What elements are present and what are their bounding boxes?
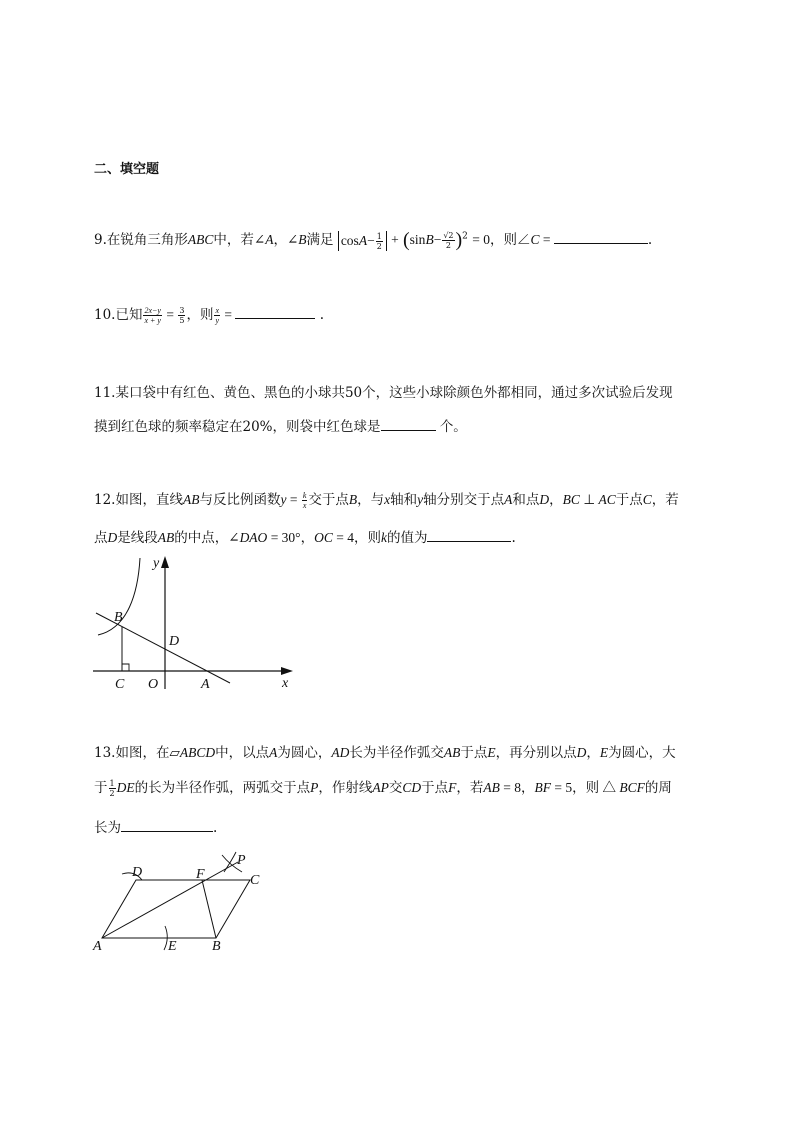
label-y: y bbox=[153, 556, 160, 571]
question-12-line-2: 点D是线段AB的中点，∠DAO = 30°，OC = 4，则k的值为 . bbox=[94, 530, 516, 546]
q9-var: ABC bbox=[187, 232, 214, 247]
q10-text: ，则 bbox=[186, 307, 214, 323]
q9-text: 9.在锐角三角形 bbox=[94, 232, 188, 248]
question-11-line-2 bbox=[94, 415, 467, 435]
q11-text: 个。 bbox=[439, 419, 467, 435]
q10-op: = bbox=[221, 307, 236, 322]
q13-answer-blank[interactable] bbox=[121, 831, 213, 832]
q11-text: 摸到红色球的频率稳定在20%，则袋中红色球是 bbox=[94, 419, 381, 435]
q9-op: = bbox=[539, 232, 554, 247]
q10-fraction: $\frac{x}{y}$ bbox=[215, 306, 220, 325]
q9-text: = 0，则∠ bbox=[472, 232, 531, 247]
q12-figure bbox=[88, 553, 303, 693]
question-13-line-2: 于 $\frac{1}{2}$ DE的长为半径作弧，两弧交于点P，作射线AP交CD于点F，若AB = 8，BF = 5，则 △ BCF的周 bbox=[94, 779, 672, 798]
label-c: C bbox=[115, 677, 125, 692]
label-c: C bbox=[250, 873, 260, 888]
label-p: P bbox=[237, 853, 246, 868]
label-a: A bbox=[201, 677, 210, 692]
q9-fn: cos bbox=[340, 232, 359, 248]
q10-answer-blank[interactable] bbox=[235, 318, 315, 319]
q12-fraction: $\frac{k}{x}$ bbox=[302, 491, 307, 510]
q10-fraction: $\frac{2x-y}{x + y}$ bbox=[144, 306, 161, 325]
q9-text: ，∠ bbox=[273, 232, 299, 248]
arc-p-2 bbox=[224, 852, 236, 872]
question-11-line-1: 11.某口袋中有红色、黄色、黑色的小球共50个，这些小球除颜色外都相同，通过多次试验后发现 bbox=[94, 385, 673, 401]
label-a: A bbox=[93, 939, 102, 954]
right-angle-mark bbox=[122, 664, 129, 671]
q9-text: 满足 bbox=[306, 232, 334, 248]
y-axis-arrow bbox=[161, 556, 169, 568]
q9-absolute-value bbox=[338, 231, 387, 251]
label-x: x bbox=[282, 676, 289, 691]
q9-var: C bbox=[530, 232, 540, 247]
q9-op: + bbox=[391, 232, 399, 247]
parallelogram-abcd bbox=[102, 880, 250, 938]
q9-exponent: 2 bbox=[462, 231, 468, 242]
q9-answer-blank[interactable] bbox=[554, 243, 648, 244]
q9-text: 中，若∠ bbox=[213, 232, 266, 248]
q10-fraction: $\frac{3}{5}$ bbox=[179, 306, 185, 325]
label-f: F bbox=[196, 867, 205, 882]
x-axis-arrow bbox=[281, 667, 293, 675]
label-e: E bbox=[168, 939, 177, 954]
q9-op: − bbox=[367, 232, 375, 248]
q10-text: . bbox=[319, 307, 324, 323]
q10-op: = bbox=[162, 307, 178, 322]
q9-fraction: $\frac{1}{2}$ bbox=[376, 231, 382, 251]
question-12-line-1: 12.如图，直线AB与反比例函数y = $\frac{k}{x}$ 交于点B，与x轴和y轴分别交于点A和点D，BC ⊥ AC于点C，若 bbox=[94, 491, 679, 510]
label-o: O bbox=[148, 677, 159, 692]
q13-figure bbox=[90, 850, 280, 960]
q11-answer-blank[interactable] bbox=[381, 430, 436, 431]
label-b: B bbox=[114, 610, 123, 625]
question-10 bbox=[94, 303, 324, 325]
q9-fraction: $\frac{√2}{2}$ bbox=[443, 231, 454, 250]
q12-answer-blank[interactable] bbox=[427, 541, 511, 542]
q10-text: 10.已知 bbox=[94, 307, 143, 323]
q9-fn: sin bbox=[409, 232, 426, 247]
segment-bf bbox=[202, 880, 216, 938]
q9-var: A bbox=[358, 232, 368, 248]
question-9: 9.在锐角三角形ABC中，若∠A，∠B满足 cosA− $\frac{1}{2}$ + (sinB− $\frac{√2}{2}$ )$^2$ = 0，则∠C = . bbox=[94, 229, 653, 251]
question-13-line-1: 13.如图，在▱ABCD中，以点A为圆心，AD长为半径作弧交AB于点E，再分别以点D，E为圆心，大 bbox=[94, 745, 676, 761]
label-b: B bbox=[212, 939, 221, 954]
q13-fraction: $\frac{1}{2}$ bbox=[109, 779, 115, 798]
q9-var: B bbox=[298, 232, 307, 247]
q9-text: . bbox=[647, 232, 653, 248]
section-title: 二、填空题 bbox=[94, 162, 160, 177]
q9-var: B bbox=[425, 232, 434, 247]
question-13-line-3: 长为 . bbox=[94, 820, 218, 836]
q9-var: A bbox=[265, 232, 274, 247]
label-d: D bbox=[132, 865, 143, 880]
label-d: D bbox=[169, 634, 180, 649]
